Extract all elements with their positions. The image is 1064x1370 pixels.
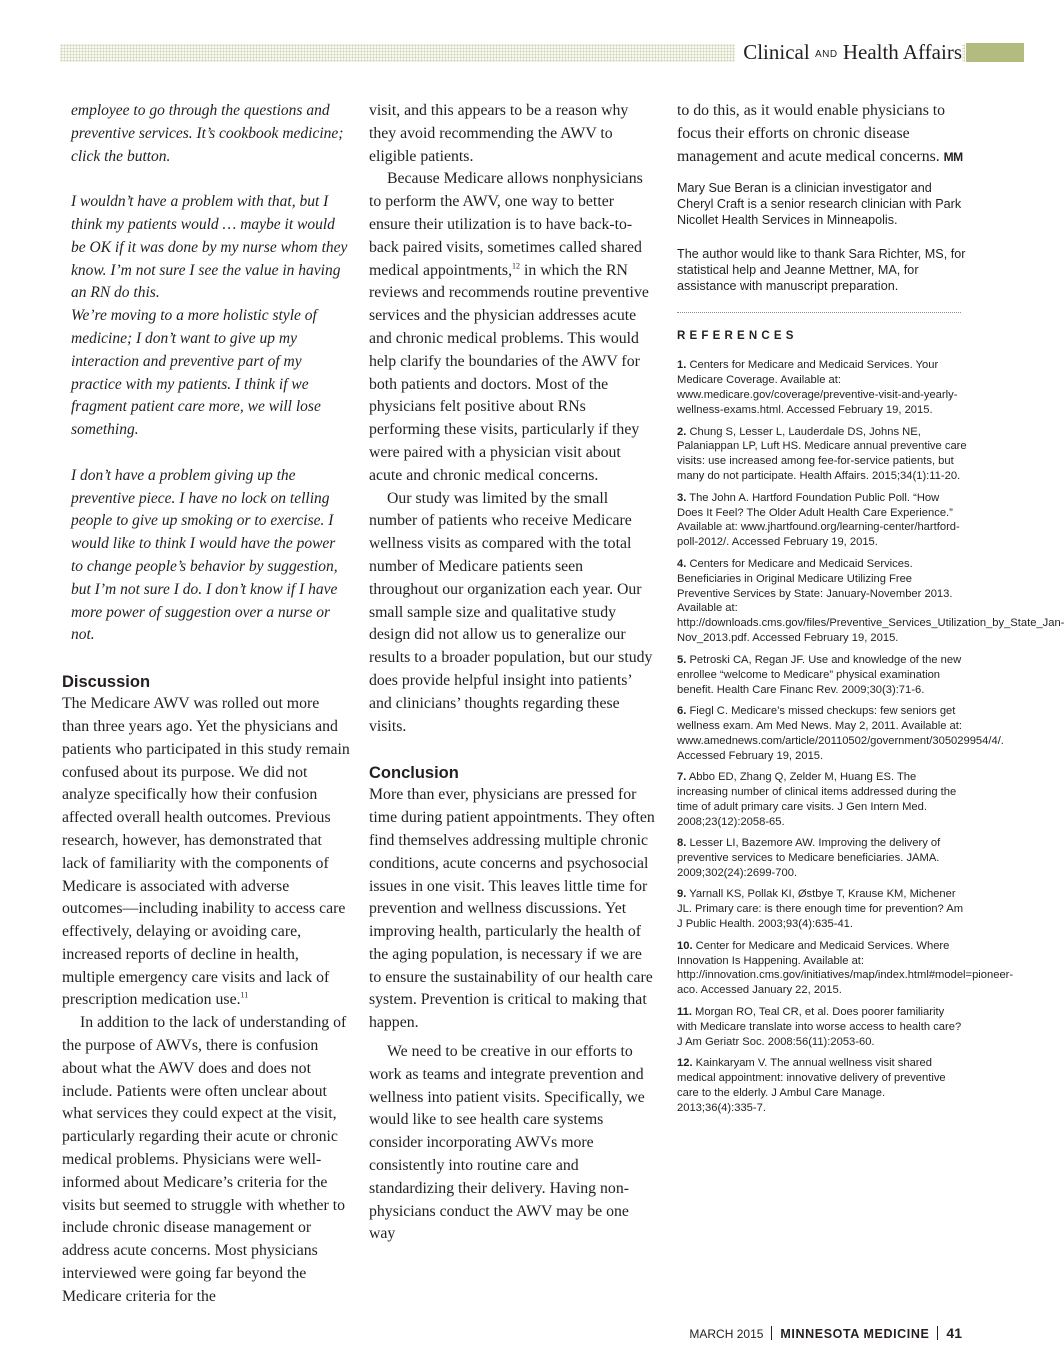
author-note: Mary Sue Beran is a clinician investigator and Cheryl Craft is a senior research clinician with Park Nicollet Health Services in Minneapolis.: [677, 181, 962, 228]
discussion-body: [62, 693, 350, 1309]
conclusion-paragraph-1: More than ever, physicians are pressed for time during patient appointments. They often find themselves addressing multiple chronic conditions, acute concerns and psychosocial issues in one visit. This leaves little time for prevention and wellness discussions. Yet improving health, particularly the health of the aging population, is necessary if we are to ensure the sustainability of our health care system. Prevention is critical to making that happen.: [369, 786, 655, 1032]
discussion-paragraph-5: Our study was limited by the small number of patients who receive Medicare wellness visits as compared with the total number of Medicare patients seen throughout our organization each year. Our small sample size and qualitative study design did not allow us to generalize our results to a broader population, but our study does provide helpful insight into patients’ and clinicians’ thoughts regarding these visits.: [369, 489, 653, 735]
reference-item: [677, 1056, 967, 1116]
reference-text: Yarnall KS, Pollak KI, Østbye T, Krause KM, Michener JL. Primary care: is there enough time for prevention? Am J Public Health. 2003;93(4):635-41.: [677, 888, 964, 931]
reference-number: 8.: [677, 837, 687, 850]
reference-item: [677, 491, 967, 551]
references-heading: REFERENCES: [677, 330, 798, 343]
reference-item: [677, 887, 967, 932]
column-2: [369, 100, 655, 1246]
discussion-heading: Discussion: [62, 673, 151, 692]
reference-text: Morgan RO, Teal CR, et al. Does poorer familiarity with Medicare translate into worse access to health care? J Am Geriatr Soc. 2008:56(11):2053-60.: [677, 1005, 962, 1048]
reference-text: Center for Medicare and Medicaid Services. Where Innovation Is Happening. Available at: http://innovation.cms.gov/initiatives/map/index.html#model=pioneer-aco. Accessed January 22, 2015.: [677, 939, 1014, 997]
references-list: [677, 358, 1064, 1115]
quote-1: employee to go through the questions and preventive services. It’s cookbook medicine; click the button.: [71, 102, 344, 165]
reference-item: [677, 557, 1064, 646]
dotted-divider: [677, 312, 961, 313]
reference-text: Centers for Medicare and Medicaid Services. Your Medicare Coverage. Available at: www.medicare.gov/coverage/preventive-visit-and-yearly-wellness-exams.html. Accessed February 19, 2015.: [677, 359, 958, 417]
reference-number: 2.: [677, 425, 687, 438]
reference-number: 1.: [677, 359, 687, 372]
quote-3: We’re moving to a more holistic style of medicine; I don’t want to give up my interaction and preventive part of my practice with my patients. I think if we fragment patient care more, we will lose something.: [71, 307, 321, 439]
discussion-paragraph-1: The Medicare AWV was rolled out more than three years ago. Yet the physicians and patients who participated in this study remain confused about its purpose. We did not analyze specifically how their confusion affected overall health outcomes. Previous research, however, has demonstrated that lack of familiarity with the components of Medicare is associated with adverse outcomes—including inability to access care effectively, delaying or avoiding care, increased reports of decline in health, multiple emergency care visits and lack of prescription medication use.$^{11}$: [62, 695, 350, 1009]
reference-text: Centers for Medicare and Medicaid Services. Beneficiaries in Original Medicare Utilizing Free Preventive Services by State: January-November 2013. Available at: http://downloads.cms.gov/files/Preventive_Services_Utilization_by_State_Jan-Nov_2013.pdf. Accessed February 19, 2015.: [677, 557, 1064, 645]
header-accent-block: [966, 43, 1024, 62]
citation-11: 11: [240, 991, 249, 1001]
page-footer: [689, 1325, 962, 1341]
reference-number: 6.: [677, 704, 687, 717]
reference-number: 4.: [677, 557, 687, 570]
page-number: 41: [946, 1325, 962, 1341]
discussion-paragraph-2: In addition to the lack of understanding of the purpose of AWVs, there is confusion about what the AWV does and does not include. Patients were often unclear about what services they could expect at the visit, particularly regarding their acute or chronic medical problems. Physicians were well-informed about Medicare’s criteria for the visits but seemed to struggle with whether to include chronic disease management or address acute concerns. Most physicians interviewed were going far beyond the Medicare criteria for the: [62, 1014, 347, 1305]
reference-item: [677, 425, 967, 485]
reference-text: The John A. Hartford Foundation Public Poll. “How Does It Feel? The Older Adult Health Care Experience.” Available at: www.jhartfound.org/learning-center/hartford-poll-2012/. Accessed February 19, 2015.: [677, 491, 960, 549]
conclusion-paragraph-3: to do this, as it would enable physicians to focus their efforts on chronic disease management and acute medical concerns. MM: [677, 102, 963, 165]
issue-date: MARCH 2015: [689, 1327, 764, 1341]
conclusion-paragraph-2: We need to be creative in our efforts to work as teams and integrate prevention and wellness into patient visits. Specifically, we would like to see health care systems consider incorporating AWVs more consistently into routine care and standardizing their delivery. Having non-physicians conduct the AWV may be one way: [369, 1043, 645, 1243]
reference-text: Fiegl C. Medicare’s missed checkups: few seniors get wellness exam. Am Med News. May 2, 2011. Available at: www.amednews.com/article/20110502/government/305029954/4/. Accessed February 19, 2015.: [677, 704, 1004, 762]
column-1: [62, 100, 350, 1309]
discussion-continued: [369, 100, 655, 738]
magazine-name: MINNESOTA MEDICINE: [780, 1327, 930, 1341]
reference-number: 9.: [677, 888, 687, 901]
mm-end-mark: MM: [943, 149, 963, 164]
interview-quotes: [62, 100, 350, 647]
reference-item: [677, 939, 1014, 999]
citation-12: 12: [512, 261, 521, 271]
discussion-paragraph-3: visit, and this appears to be a reason why they avoid recommending the AWV to eligible patients.: [369, 102, 629, 165]
reference-item: [677, 770, 967, 830]
reference-item: [677, 653, 967, 698]
reference-item: [677, 704, 1004, 764]
reference-number: 7.: [677, 771, 687, 784]
reference-number: 3.: [677, 491, 687, 504]
reference-text: Abbo ED, Zhang Q, Zelder M, Huang ES. The increasing number of clinical items addressed during the time of adult primary care visits. J Gen Intern Med. 2008;23(12):2058-65.: [677, 771, 957, 828]
column-3: [677, 100, 1064, 1122]
reference-number: 11.: [677, 1005, 692, 1018]
reference-item: [677, 358, 967, 418]
quote-4: I don’t have a problem giving up the preventive piece. I have no lock on telling people to give up smoking or to exercise. I would like to think I would have the power to change people’s behavior by suggestion, but I’m not sure I do. I don’t know if I have more power of suggestion over a nurse or not.: [71, 466, 338, 644]
conclusion-heading: Conclusion: [369, 764, 459, 783]
reference-text: Petroski CA, Regan JF. Use and knowledge of the new enrollee “welcome to Medicare” physical examination benefit. Health Care Financ Rev. 2009;30(3):71-6.: [677, 653, 962, 696]
conclusion-continued: [677, 100, 967, 168]
discussion-paragraph-4: Because Medicare allows nonphysicians to perform the AWV, one way to better ensure their utilization is to have back-to-back paired visits, sometimes called shared medical appointments,$^{12}$ in which the RN reviews and recommends routine preventive services and the physician addresses acute and chronic medical problems. This would help clarify the boundaries of the AWV for both patients and doctors. Most of the physicians felt positive about RNs performing these visits, particularly if they were paired with a physician visit about acute and chronic medical concerns.: [369, 170, 649, 484]
reference-item: [677, 836, 967, 881]
reference-number: 5.: [677, 653, 687, 666]
quote-2: I wouldn’t have a problem with that, but I think my patients would … maybe it would be OK if it was done by my nurse whom they know. I’m not sure I see the value in having an RN do this.: [71, 193, 348, 302]
reference-text: Lesser LI, Bazemore AW. Improving the delivery of preventive services to Medicare beneficiaries. JAMA. 2009;302(24):2699-700.: [677, 837, 941, 879]
acknowledgment: The author would like to thank Sara Richter, MS, for statistical help and Jeanne Mettner, MA, for assistance with manuscript preparation.: [677, 247, 966, 294]
reference-item: [677, 1005, 967, 1050]
reference-number: 12.: [677, 1056, 693, 1069]
conclusion-body: [369, 784, 655, 1246]
reference-text: Chung S, Lesser L, Lauderdale DS, Johns NE, Palaniappan LP, Luft HS. Medicare annual preventive care visits: use increased among fee-for-service patients, but many do not participate. Health Affairs. 2015;34(1):11-20.: [677, 425, 967, 483]
reference-number: 10.: [677, 939, 693, 952]
reference-text: Kainkaryam V. The annual wellness visit shared medical appointment: innovative delivery of preventive care to the elderly. J Ambul Care Manage. 2013;36(4):335-7.: [677, 1056, 946, 1114]
section-title: Clinical AND Health Affairs: [735, 40, 962, 64]
